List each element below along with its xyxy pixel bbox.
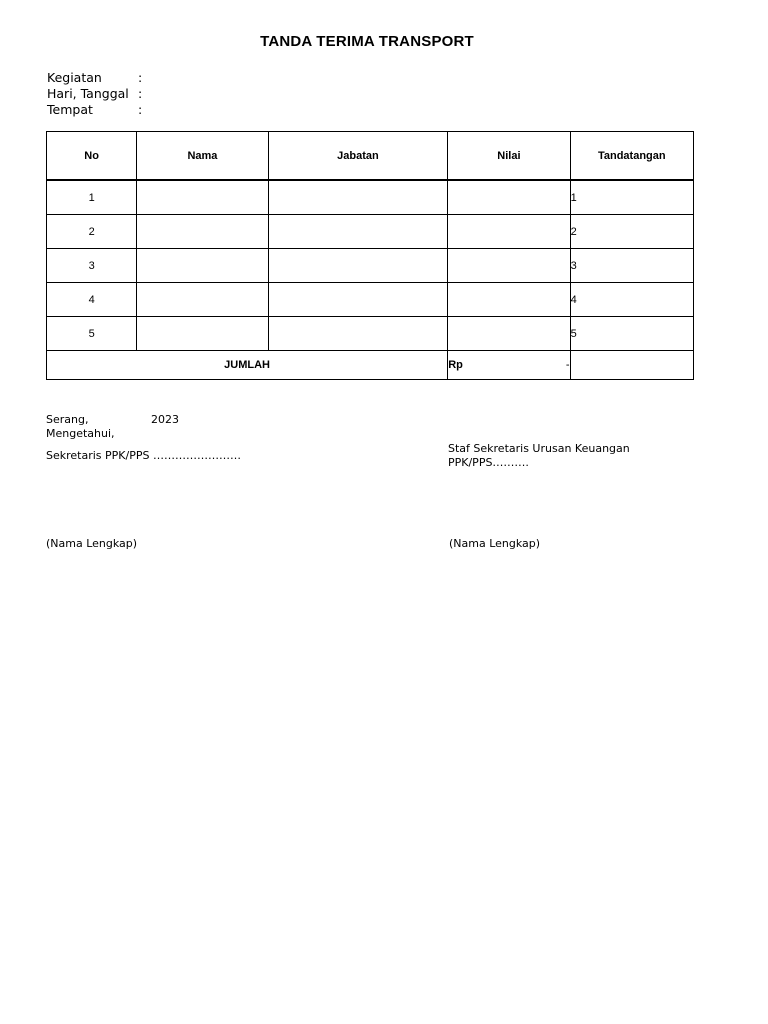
row-number: 3 [47,249,137,283]
total-amount [448,351,570,380]
document-title: TANDA TERIMA TRANSPORT [260,33,474,50]
right-signer-title [448,442,630,470]
header-nilai: Nilai [448,132,570,181]
right-signer-line2: PPK/PPS………. [448,456,529,469]
nilai-cell [448,317,570,351]
jabatan-cell [268,180,448,215]
header-no: No [47,132,137,181]
left-signer-name: (Nama Lengkap) [46,537,138,550]
nama-cell [137,180,268,215]
place-date-block [46,413,179,441]
row-number: 5 [47,317,137,351]
place-date [46,413,179,427]
city: Serang, [46,413,89,426]
nama-cell [137,317,268,351]
nilai-cell [448,215,570,249]
signature-cell: 5 [570,317,693,351]
nilai-cell [448,249,570,283]
jabatan-cell [268,215,448,249]
signature-cell: 1 [570,180,693,215]
total-value: - [565,359,570,371]
table-header-row [47,132,694,181]
nilai-cell [448,283,570,317]
row-number: 1 [47,180,137,215]
table-row [47,317,694,351]
meta-colon: : [138,86,143,101]
meta-colon: : [138,70,143,85]
header-tandatangan: Tandatangan [570,132,693,181]
total-signature-cell [570,351,693,380]
meta-row-hari-tanggal [47,86,146,102]
table-row [47,215,694,249]
signature-cell: 2 [570,215,693,249]
nama-cell [137,215,268,249]
nama-cell [137,283,268,317]
row-number: 2 [47,215,137,249]
receipt-table [46,131,694,380]
acknowledged-label: Mengetahui, [46,427,115,440]
nama-cell [137,249,268,283]
total-amount-wrap [448,359,569,371]
meta-label: Kegiatan [47,70,102,85]
right-signer-line1: Staf Sekretaris Urusan Keuangan [448,442,630,455]
total-label: JUMLAH [47,351,448,380]
year: 2023 [151,413,179,426]
right-signer-name: (Nama Lengkap) [449,537,541,550]
jabatan-cell [268,317,448,351]
activity-info [47,70,146,118]
row-number: 4 [47,283,137,317]
table-row [47,180,694,215]
currency-label: Rp [448,359,463,371]
jabatan-cell [268,283,448,317]
header-nama: Nama [137,132,268,181]
jabatan-cell [268,249,448,283]
meta-label: Tempat [47,102,93,117]
signature-cell: 3 [570,249,693,283]
meta-row-tempat [47,102,146,118]
meta-label: Hari, Tanggal [47,86,129,101]
signature-cell: 4 [570,283,693,317]
table-row [47,283,694,317]
meta-row-kegiatan [47,70,146,86]
nilai-cell [448,180,570,215]
left-signer-title: Sekretaris PPK/PPS …………………… [46,449,241,462]
header-jabatan: Jabatan [268,132,448,181]
total-row [47,351,694,380]
table-row [47,249,694,283]
meta-colon: : [138,102,143,117]
